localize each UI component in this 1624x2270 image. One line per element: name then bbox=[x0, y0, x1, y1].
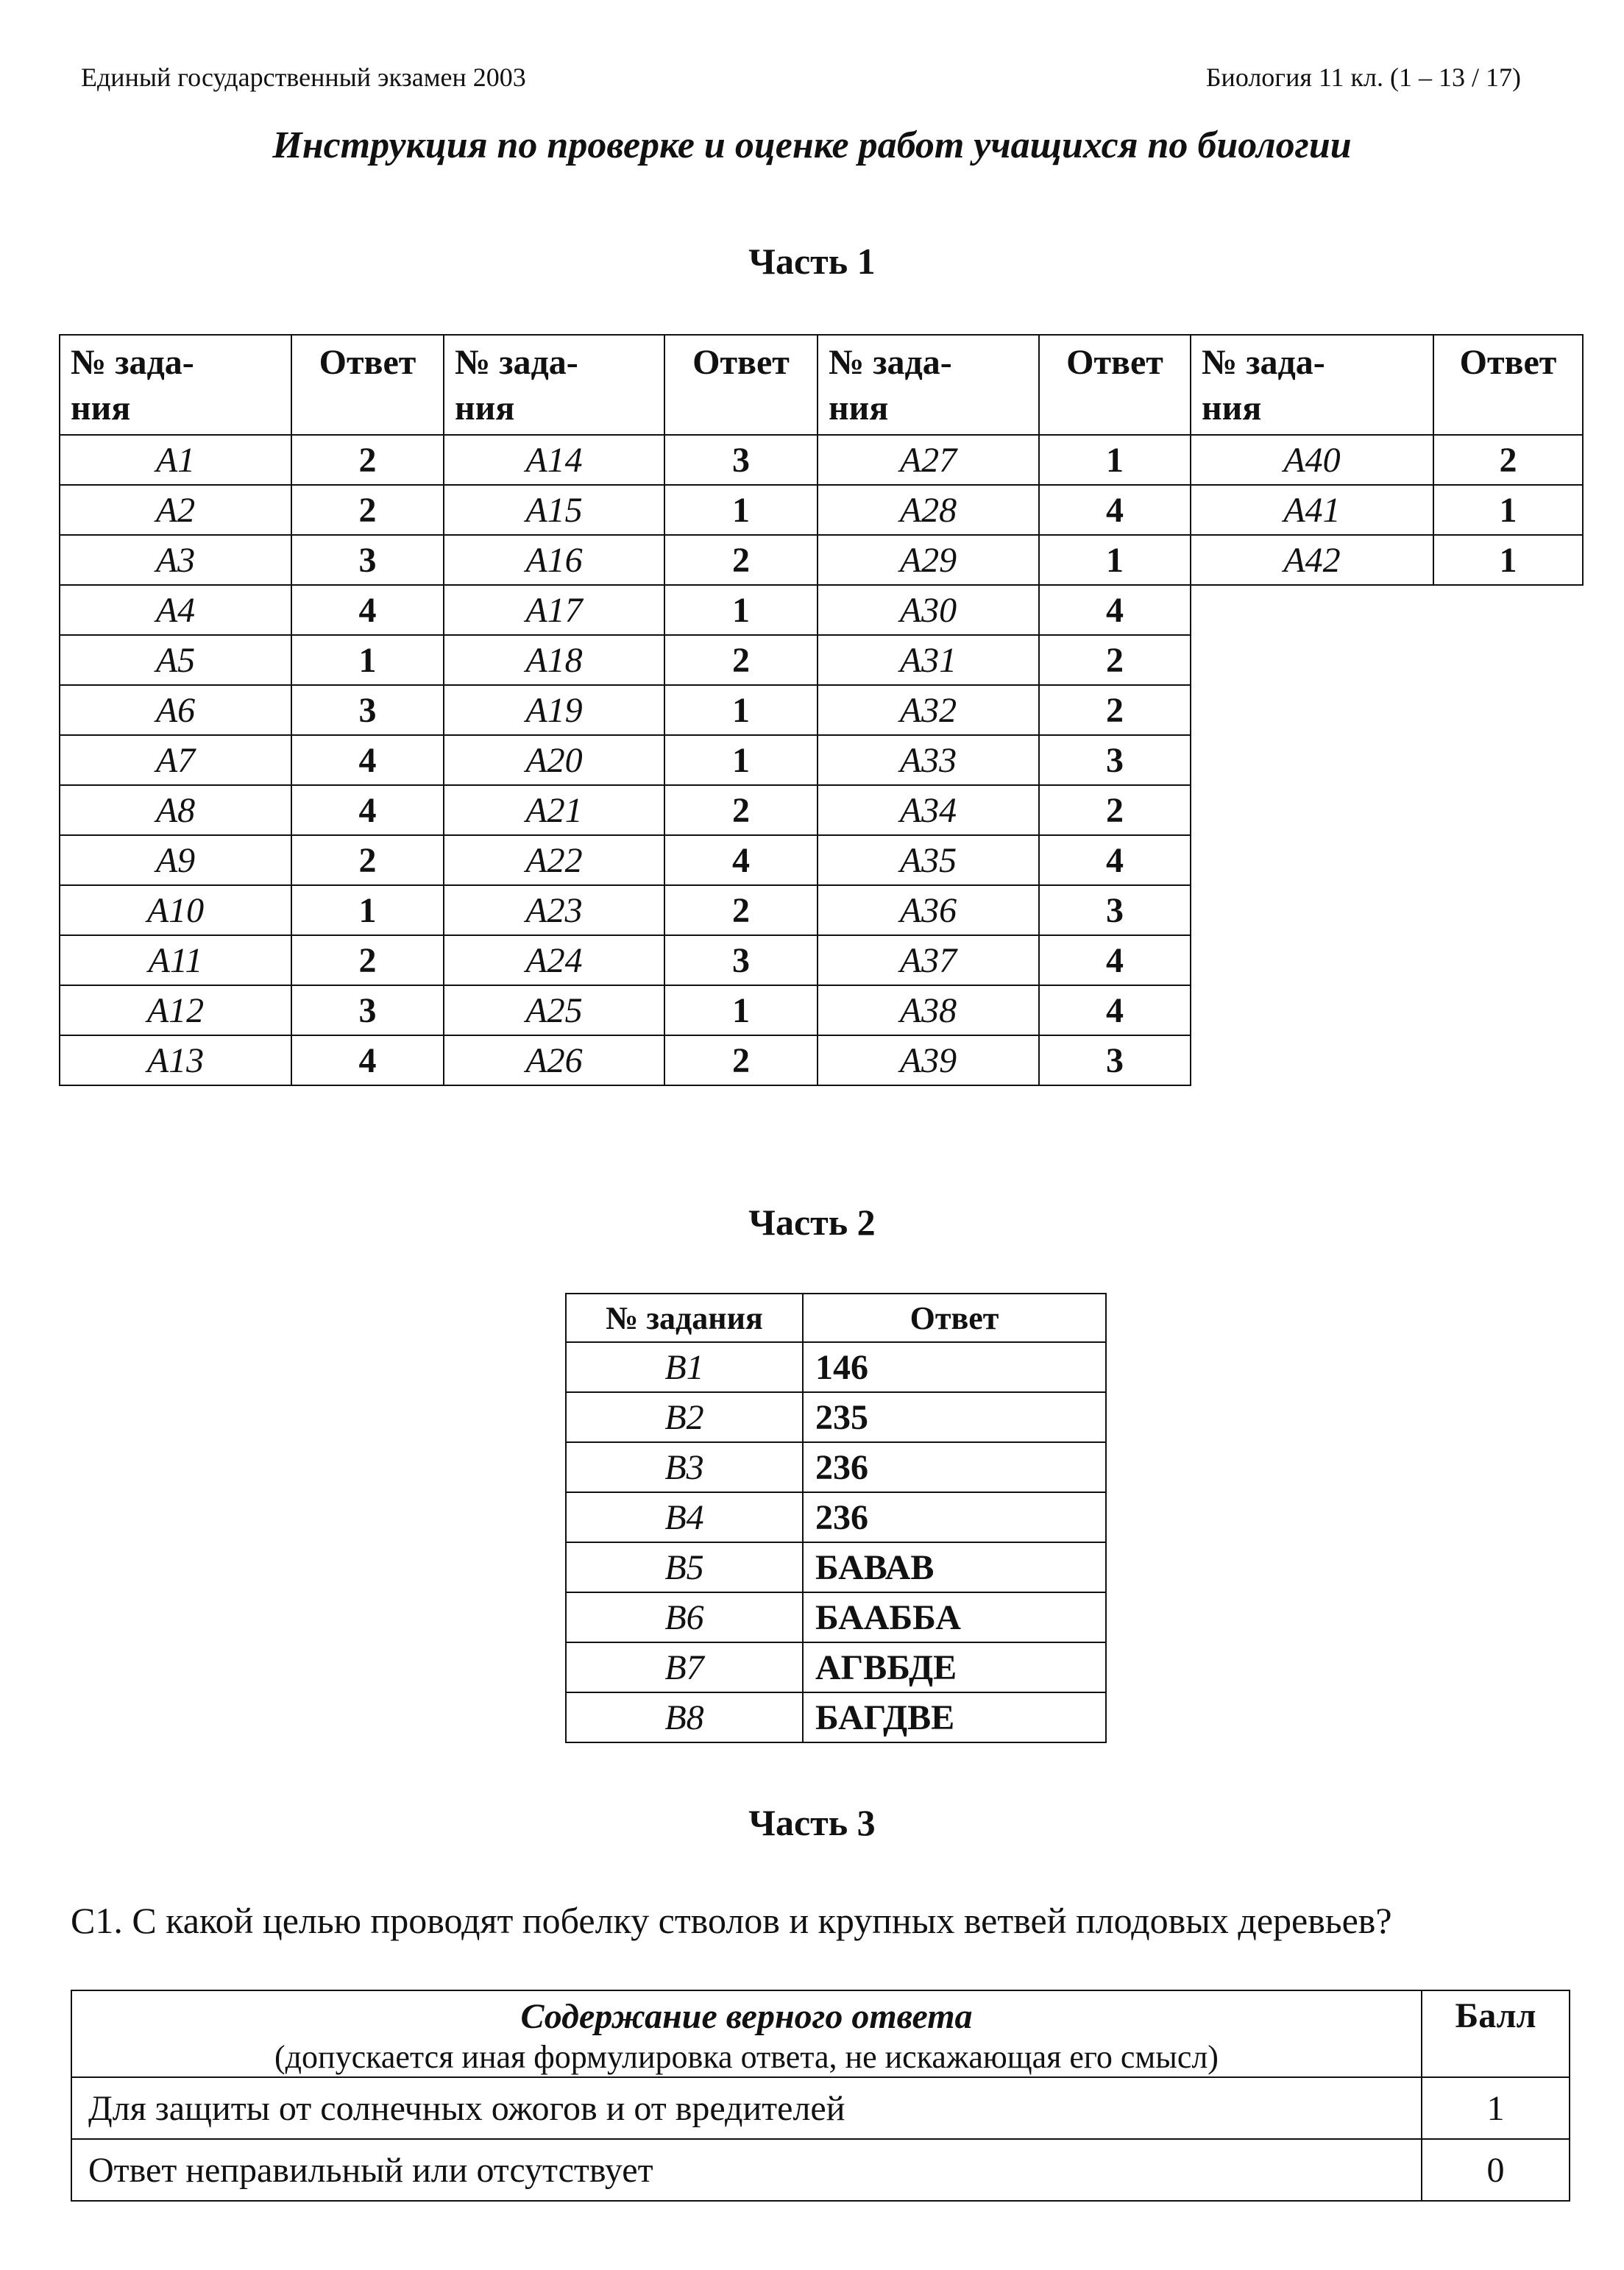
answer-cell: 4 bbox=[291, 735, 444, 785]
task-number-cell: A24 bbox=[444, 935, 664, 985]
answer-cell: 1 bbox=[1039, 535, 1191, 585]
task-number-cell: A3 bbox=[60, 535, 291, 585]
task-number-cell: A19 bbox=[444, 685, 664, 735]
task-number-cell: A26 bbox=[444, 1035, 664, 1085]
part2-header-row bbox=[566, 1294, 1106, 1342]
answer-cell: 1 bbox=[1433, 485, 1583, 535]
part1-header-row bbox=[60, 335, 1583, 435]
part2-row bbox=[566, 1392, 1106, 1442]
c1-question-text: С1. С какой целью проводят побелку стволов и крупных ветвей плодовых деревьев? bbox=[71, 1900, 1392, 1941]
empty-cell bbox=[1191, 835, 1433, 885]
task-number-cell: A12 bbox=[60, 985, 291, 1035]
task-number-cell: A37 bbox=[818, 935, 1039, 985]
answer-cell: 2 bbox=[664, 885, 818, 935]
c1-row bbox=[71, 2077, 1570, 2139]
part1-row bbox=[60, 985, 1583, 1035]
task-number-cell: A22 bbox=[444, 835, 664, 885]
task-number-cell: A41 bbox=[1191, 485, 1433, 535]
c1-row bbox=[71, 2139, 1570, 2201]
answer-cell: 3 bbox=[1039, 885, 1191, 935]
part1-col-answer-header: Ответ bbox=[1433, 335, 1583, 435]
part2-answer-table bbox=[565, 1293, 1107, 1743]
answer-cell: 2 bbox=[291, 435, 444, 485]
task-number-cell: A13 bbox=[60, 1035, 291, 1085]
answer-cell: 2 bbox=[291, 835, 444, 885]
answer-cell: 146 bbox=[803, 1342, 1106, 1392]
part1-row bbox=[60, 685, 1583, 735]
answer-cell: 236 bbox=[803, 1492, 1106, 1542]
part3-title: Часть 3 bbox=[748, 1802, 876, 1843]
task-number-cell: A8 bbox=[60, 785, 291, 835]
task-number-cell: A6 bbox=[60, 685, 291, 735]
part1-row bbox=[60, 885, 1583, 935]
task-number-cell: A11 bbox=[60, 935, 291, 985]
task-number-cell: A28 bbox=[818, 485, 1039, 535]
answer-cell: 1 bbox=[664, 735, 818, 785]
task-number-cell: A23 bbox=[444, 885, 664, 935]
part1-col-task-header: № зада- ния bbox=[60, 335, 291, 435]
task-number-cell: A14 bbox=[444, 435, 664, 485]
task-number-cell: B2 bbox=[566, 1392, 803, 1442]
task-number-cell: B7 bbox=[566, 1642, 803, 1692]
task-number-cell: A25 bbox=[444, 985, 664, 1035]
task-number-cell: B5 bbox=[566, 1542, 803, 1592]
answer-cell: 1 bbox=[664, 685, 818, 735]
task-number-cell: A38 bbox=[818, 985, 1039, 1035]
part1-col-task-header: № зада- ния bbox=[1191, 335, 1433, 435]
answer-cell: 1 bbox=[291, 635, 444, 685]
task-number-cell: A5 bbox=[60, 635, 291, 685]
answer-cell: 2 bbox=[291, 935, 444, 985]
answer-cell: 2 bbox=[1039, 635, 1191, 685]
task-number-cell: A34 bbox=[818, 785, 1039, 835]
task-number-cell: A42 bbox=[1191, 535, 1433, 585]
empty-cell bbox=[1433, 685, 1583, 735]
part1-col-task-header: № зада- ния bbox=[818, 335, 1039, 435]
header-exam-name: Единый государственный экзамен 2003 bbox=[81, 63, 526, 92]
task-number-cell: A30 bbox=[818, 585, 1039, 635]
empty-cell bbox=[1433, 985, 1583, 1035]
empty-cell bbox=[1191, 1035, 1433, 1085]
empty-cell bbox=[1433, 785, 1583, 835]
c1-grading-table bbox=[71, 1990, 1570, 2202]
part1-answer-table bbox=[59, 334, 1584, 1086]
c1-header-row bbox=[71, 1990, 1570, 2077]
answer-cell: 3 bbox=[291, 985, 444, 1035]
task-number-cell: A40 bbox=[1191, 435, 1433, 485]
answer-cell: 4 bbox=[291, 1035, 444, 1085]
answer-cell: 2 bbox=[1039, 785, 1191, 835]
answer-cell: 1 bbox=[664, 985, 818, 1035]
part2-row bbox=[566, 1592, 1106, 1642]
task-number-cell: A2 bbox=[60, 485, 291, 535]
answer-cell: 4 bbox=[664, 835, 818, 885]
answer-cell: БААББА bbox=[803, 1592, 1106, 1642]
answer-cell: БАГДВЕ bbox=[803, 1692, 1106, 1742]
answer-cell: 4 bbox=[291, 585, 444, 635]
task-number-cell: A16 bbox=[444, 535, 664, 585]
answer-cell: 4 bbox=[1039, 485, 1191, 535]
task-number-cell: A9 bbox=[60, 835, 291, 885]
answer-cell: 3 bbox=[1039, 1035, 1191, 1085]
answer-cell: 3 bbox=[664, 935, 818, 985]
task-number-cell: A35 bbox=[818, 835, 1039, 885]
task-number-cell: A21 bbox=[444, 785, 664, 835]
part1-row bbox=[60, 435, 1583, 485]
answer-cell: 4 bbox=[291, 785, 444, 835]
answer-cell: 236 bbox=[803, 1442, 1106, 1492]
empty-cell bbox=[1191, 685, 1433, 735]
empty-cell bbox=[1191, 985, 1433, 1035]
answer-cell: 4 bbox=[1039, 835, 1191, 885]
answer-cell: 1 bbox=[664, 485, 818, 535]
answer-cell: 2 bbox=[664, 635, 818, 685]
answer-cell: 2 bbox=[291, 485, 444, 535]
part1-row bbox=[60, 485, 1583, 535]
task-number-cell: A27 bbox=[818, 435, 1039, 485]
task-number-cell: B1 bbox=[566, 1342, 803, 1392]
part2-row bbox=[566, 1342, 1106, 1392]
empty-cell bbox=[1191, 635, 1433, 685]
c1-score-cell: 1 bbox=[1422, 2077, 1570, 2139]
answer-cell: 3 bbox=[1039, 735, 1191, 785]
c1-col-content-title: Содержание верного ответа bbox=[520, 1997, 973, 2036]
answer-cell: 3 bbox=[291, 535, 444, 585]
empty-cell bbox=[1191, 885, 1433, 935]
part1-title: Часть 1 bbox=[748, 241, 876, 282]
empty-cell bbox=[1433, 635, 1583, 685]
c1-score-cell: 0 bbox=[1422, 2139, 1570, 2201]
empty-cell bbox=[1191, 585, 1433, 635]
task-number-cell: A17 bbox=[444, 585, 664, 635]
empty-cell bbox=[1433, 885, 1583, 935]
part2-row bbox=[566, 1642, 1106, 1692]
header-subject-pages: Биология 11 кл. (1 – 13 / 17) bbox=[1205, 63, 1521, 92]
task-number-cell: A7 bbox=[60, 735, 291, 785]
task-number-cell: B4 bbox=[566, 1492, 803, 1542]
part1-row bbox=[60, 585, 1583, 635]
task-number-cell: A15 bbox=[444, 485, 664, 535]
empty-cell bbox=[1433, 735, 1583, 785]
answer-cell: 2 bbox=[664, 1035, 818, 1085]
task-number-cell: B3 bbox=[566, 1442, 803, 1492]
empty-cell bbox=[1191, 935, 1433, 985]
task-number-cell: A10 bbox=[60, 885, 291, 935]
c1-answer-content-cell: Для защиты от солнечных ожогов и от вредителей bbox=[71, 2077, 1422, 2139]
task-number-cell: A29 bbox=[818, 535, 1039, 585]
part1-row bbox=[60, 635, 1583, 685]
task-number-cell: A20 bbox=[444, 735, 664, 785]
part1-row bbox=[60, 1035, 1583, 1085]
answer-cell: 4 bbox=[1039, 935, 1191, 985]
answer-cell: 2 bbox=[1039, 685, 1191, 735]
empty-cell bbox=[1191, 785, 1433, 835]
part1-row bbox=[60, 935, 1583, 985]
answer-cell: 2 bbox=[664, 535, 818, 585]
part1-col-answer-header: Ответ bbox=[291, 335, 444, 435]
answer-cell: 235 bbox=[803, 1392, 1106, 1442]
empty-cell bbox=[1433, 585, 1583, 635]
c1-col-score-header: Балл bbox=[1422, 1990, 1570, 2077]
part2-row bbox=[566, 1692, 1106, 1742]
task-number-cell: A31 bbox=[818, 635, 1039, 685]
answer-cell: 4 bbox=[1039, 585, 1191, 635]
part2-title: Часть 2 bbox=[748, 1202, 876, 1243]
part1-col-answer-header: Ответ bbox=[1039, 335, 1191, 435]
answer-cell: 1 bbox=[291, 885, 444, 935]
c1-col-content-note: (допускается иная формулировка ответа, не искажающая его смысл) bbox=[274, 2038, 1219, 2075]
answer-cell: 2 bbox=[1433, 435, 1583, 485]
task-number-cell: A33 bbox=[818, 735, 1039, 785]
part1-row bbox=[60, 535, 1583, 585]
answer-cell: 4 bbox=[1039, 985, 1191, 1035]
c1-answer-content-cell: Ответ неправильный или отсутствует bbox=[71, 2139, 1422, 2201]
task-number-cell: A4 bbox=[60, 585, 291, 635]
document-title: Инструкция по проверке и оценке работ учащихся по биологии bbox=[272, 124, 1352, 166]
answer-cell: АГВБДЕ bbox=[803, 1642, 1106, 1692]
part2-row bbox=[566, 1542, 1106, 1592]
part1-col-task-header: № зада- ния bbox=[444, 335, 664, 435]
answer-cell: БАВАВ bbox=[803, 1542, 1106, 1592]
task-number-cell: A18 bbox=[444, 635, 664, 685]
part2-col-task-header: № задания bbox=[566, 1294, 803, 1342]
task-number-cell: A1 bbox=[60, 435, 291, 485]
task-number-cell: B8 bbox=[566, 1692, 803, 1742]
answer-cell: 1 bbox=[664, 585, 818, 635]
part2-row bbox=[566, 1442, 1106, 1492]
part2-row bbox=[566, 1492, 1106, 1542]
empty-cell bbox=[1433, 1035, 1583, 1085]
answer-cell: 1 bbox=[1433, 535, 1583, 585]
part1-row bbox=[60, 785, 1583, 835]
task-number-cell: A32 bbox=[818, 685, 1039, 735]
task-number-cell: B6 bbox=[566, 1592, 803, 1642]
empty-cell bbox=[1191, 735, 1433, 785]
part1-row bbox=[60, 735, 1583, 785]
answer-cell: 3 bbox=[664, 435, 818, 485]
empty-cell bbox=[1433, 835, 1583, 885]
answer-cell: 3 bbox=[291, 685, 444, 735]
task-number-cell: A39 bbox=[818, 1035, 1039, 1085]
empty-cell bbox=[1433, 935, 1583, 985]
part1-row bbox=[60, 835, 1583, 885]
answer-cell: 1 bbox=[1039, 435, 1191, 485]
part1-col-answer-header: Ответ bbox=[664, 335, 818, 435]
c1-col-content-header bbox=[71, 1990, 1422, 2077]
part2-col-answer-header: Ответ bbox=[803, 1294, 1106, 1342]
task-number-cell: A36 bbox=[818, 885, 1039, 935]
answer-cell: 2 bbox=[664, 785, 818, 835]
